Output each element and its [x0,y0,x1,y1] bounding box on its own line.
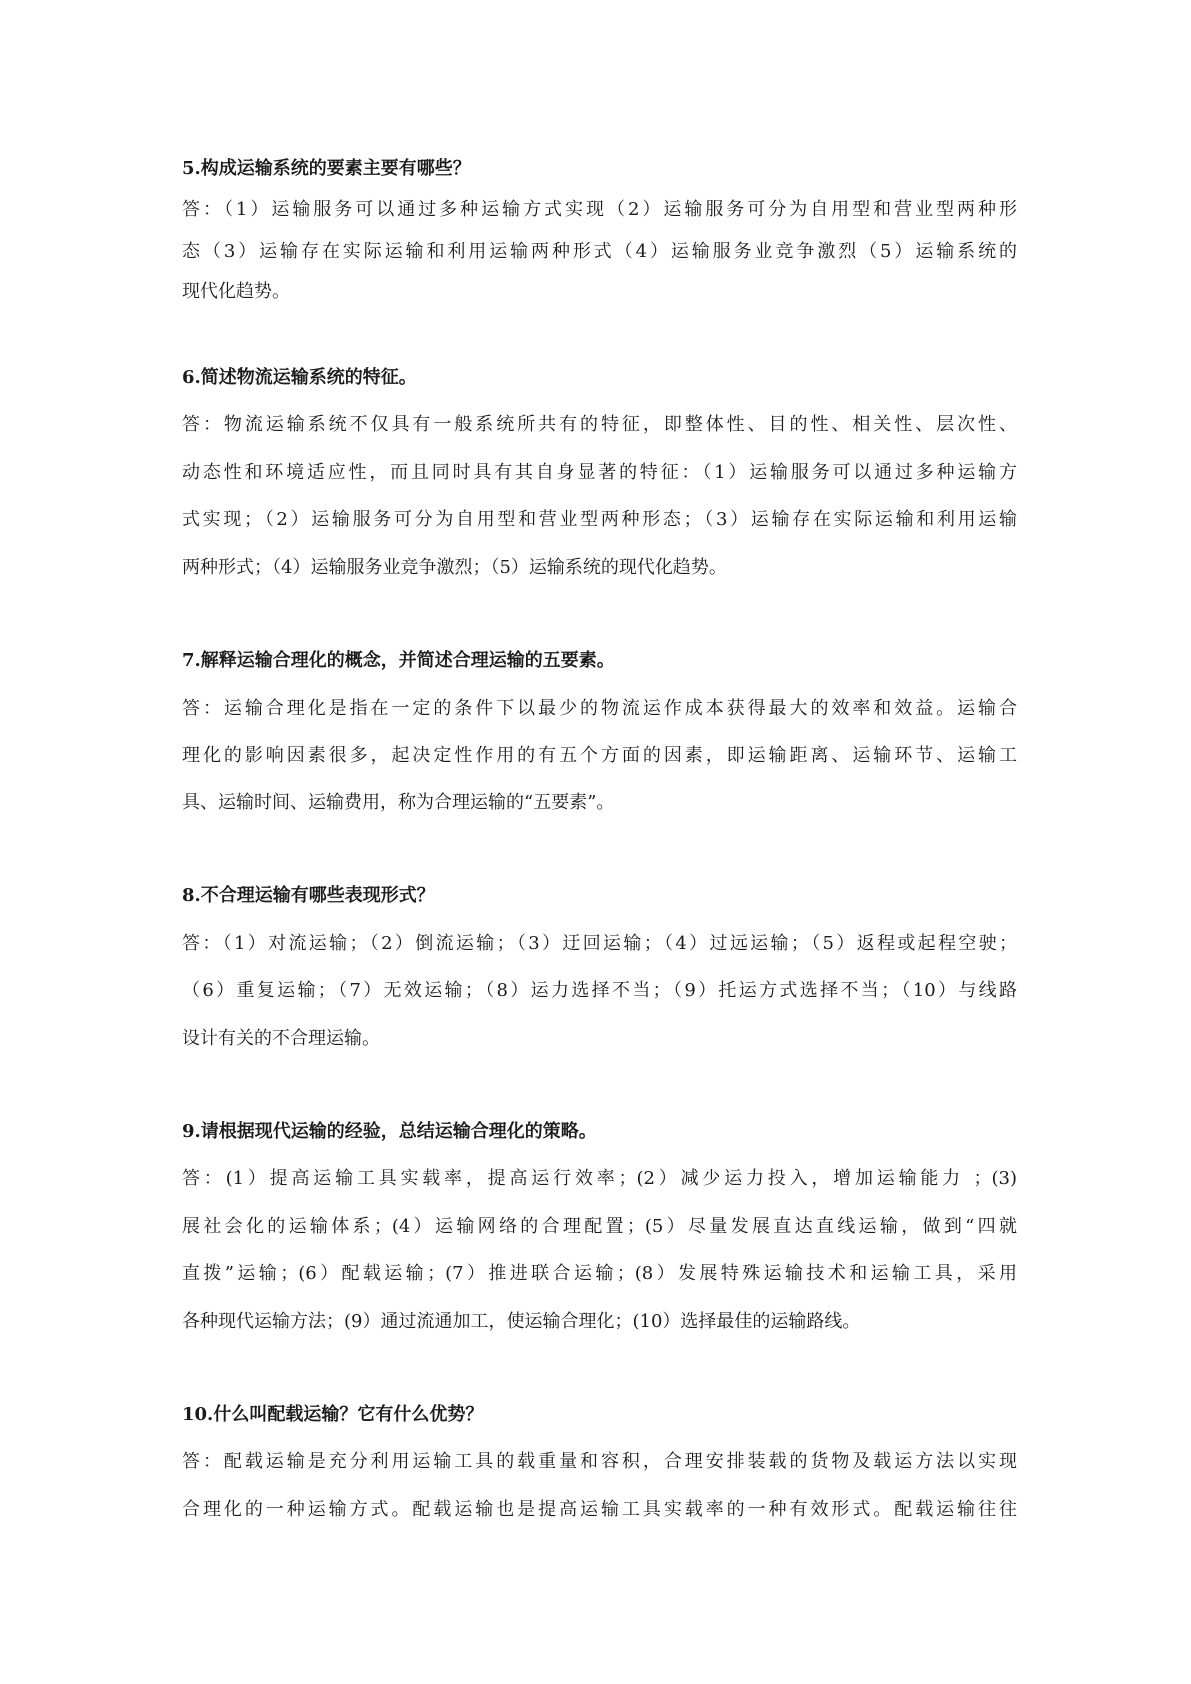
question-heading: 10.什么叫配载运输？它有什么优势？ [182,1404,484,1425]
question-heading: 6.简述物流运输系统的特征。 [182,367,417,388]
answer-line: 答：运输合理化是指在一定的条件下以最少的物流运作成本获得最大的效率和效益。运输合 [182,698,1017,719]
question-heading: 7.解释运输合理化的概念，并简述合理运输的五要素。 [182,650,615,671]
answer-line: 答：（1）运输服务可以通过多种运输方式实现（2）运输服务可分为自用型和营业型两种形 [182,199,1017,220]
question-heading: 5.构成运输系统的要素主要有哪些？ [182,158,471,179]
answer-line: 答：(1）提高运输工具实载率，提高运行效率；(2）减少运力投入，增加运输能力 ；(3) [182,1168,1017,1189]
answer-line: 答：配载运输是充分利用运输工具的载重量和容积，合理安排装载的货物及载运方法以实现 [182,1451,1017,1472]
answer-line: 现代化趋势。 [182,281,290,302]
answer-line: （6）重复运输；（7）无效运输；（8）运力选择不当；（9）托运方式选择不当；（10）与线路 [182,980,1017,1001]
answer-line: 各种现代运输方法；(9）通过流通加工，使运输合理化；(10）选择最佳的运输路线。 [182,1311,861,1332]
answer-line: 直拨”运输；(6）配载运输；(7）推进联合运输；(8）发展特殊运输技术和运输工具，采用 [182,1263,1017,1284]
answer-line: 式实现；（2）运输服务可分为自用型和营业型两种形态；（3）运输存在实际运输和利用运输 [182,509,1017,530]
answer-line: 两种形式；（4）运输服务业竞争激烈；（5）运输系统的现代化趋势。 [182,557,727,578]
answer-line: 答：物流运输系统不仅具有一般系统所共有的特征，即整体性、目的性、相关性、层次性、 [182,414,1017,435]
answer-line: 答：（1）对流运输；（2）倒流运输；（3）迂回运输；（4）过远运输；（5）返程或起程空驶； [182,933,1017,954]
answer-line: 展社会化的运输体系；(4）运输网络的合理配置；(5）尽量发展直达直线运输，做到“四就 [182,1216,1017,1237]
question-heading: 9.请根据现代运输的经验，总结运输合理化的策略。 [182,1121,597,1142]
answer-line: 设计有关的不合理运输。 [182,1028,380,1049]
answer-line: 态（3）运输存在实际运输和利用运输两种形式（4）运输服务业竞争激烈（5）运输系统的 [182,241,1017,262]
answer-line: 合理化的一种运输方式。配载运输也是提高运输工具实载率的一种有效形式。配载运输往往 [182,1499,1017,1520]
answer-line: 理化的影响因素很多，起决定性作用的有五个方面的因素，即运输距离、运输环节、运输工 [182,745,1017,766]
answer-line: 具、运输时间、运输费用，称为合理运输的“五要素”。 [182,792,615,813]
question-heading: 8.不合理运输有哪些表现形式？ [182,885,435,906]
answer-line: 动态性和环境适应性，而且同时具有其自身显著的特征：（1）运输服务可以通过多种运输方 [182,462,1017,483]
